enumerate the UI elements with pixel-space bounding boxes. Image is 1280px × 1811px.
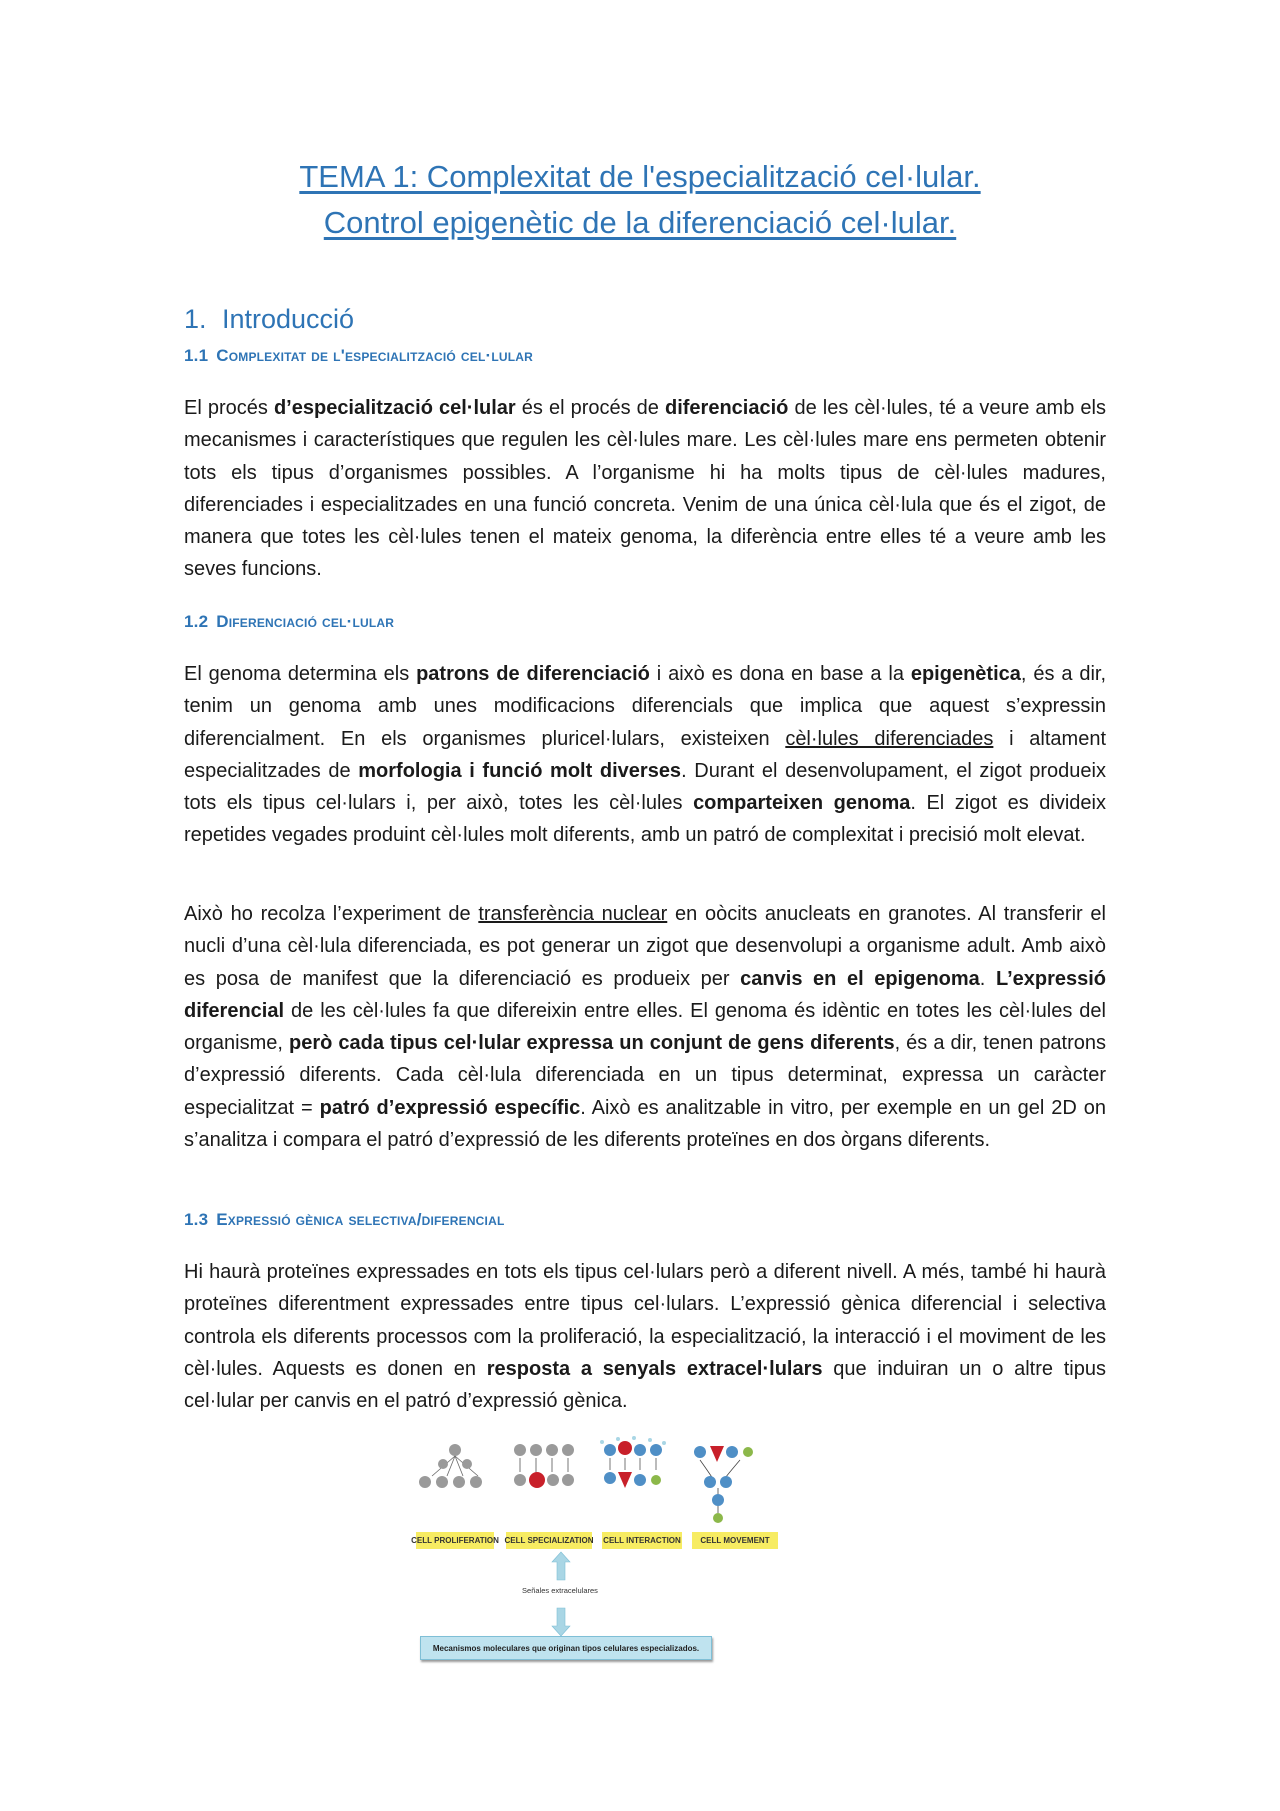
proliferation-cells-diagram <box>419 1444 482 1488</box>
paragraph-diferenciacio-2: Això ho recolza l’experiment de transferència nuclear en oòcits anucleats en granotes. Al transferir el nucli d’una cèl·lula diferenciada, es pot generar un zigot que desenvolupi a organisme adult. Amb això es posa de manifest que la diferenciació es produeix per canvis en el epigenoma. L’expressió diferencial de les cèl·lules fa que difereixin entre elles. El genoma és idèntic en totes les cèl·lules del organisme, però cada tipus cel·lular expressa un conjunt de gens diferents, és a dir, tenen patrons d’expressió diferents. Cada cèl·lula diferenciada en un tipus determinat, expressa un caràcter especialitzat = patró d’expressió específic. Això es analitzable in vitro, per exemple en un gel 2D on s’analitza i compara el patró d’expressió de les diferents proteïnes en dos òrgans diferents. <box>184 903 1107 1152</box>
label-cell-movement: CELL MOVEMENT <box>692 1532 778 1549</box>
specialization-cells-diagram <box>514 1444 574 1488</box>
subsection-heading-1-2 <box>184 612 394 632</box>
signal-arrows <box>546 1550 576 1640</box>
paragraph-especialitzacio: El procés d’especialització cel·lular és el procés de diferenciació de les cèl·lules, té a veure amb els mecanismes i característiques que regulen les cèl·lules mare. Les cèl·lules mare ens permeten obtenir tots els tipus d’organismes possibles. A l’organisme hi ha molts tipus de cèl·lules madures, diferenciades i especialitzades en una funció concreta. Venim de una única cèl·lula que és el zigot, de manera que totes les cèl·lules tenen el mateix genoma, la diferència entre elles té a veure amb les seves funcions. <box>184 397 1106 581</box>
label-extracellular-signals: Señales extracelulares <box>522 1586 598 1595</box>
label-cell-specialization: CELL SPECIALIZATION <box>506 1532 592 1549</box>
section-number: 1. <box>184 304 207 334</box>
label-cell-proliferation: CELL PROLIFERATION <box>416 1532 494 1549</box>
up-arrow-icon <box>552 1552 570 1580</box>
subsection-title: Diferenciació cel·lular <box>216 612 395 631</box>
section-title: Introducció <box>222 304 355 334</box>
subsection-number: 1.2 <box>184 612 209 631</box>
paragraph-expressio-genica: Hi haurà proteïnes expressades en tots els tipus cel·lulars però a diferent nivell. A més, també hi haurà proteïnes diferentment expressades entre tipus cel·lulars. L’expressió gènica diferencial i selectiva controla els diferents processos com la proliferació, la especialització, la interacció i el moviment de les cèl·lules. Aquests es donen en resposta a senyals extracel·lulars que induiran un o altre tipus cel·lular per canvis en el patró d’expressió gènica. <box>184 1261 1106 1413</box>
section-heading-introduccio <box>184 304 354 335</box>
document-title-line1: TEMA 1: Complexitat de l'especialització cel·lular. <box>299 159 981 194</box>
interaction-cells-diagram <box>600 1436 666 1488</box>
cell-processes-figure <box>410 1434 790 1664</box>
down-arrow-icon <box>552 1608 570 1636</box>
document-title-line2: Control epigenètic de la diferenciació cel·lular. <box>323 205 957 240</box>
movement-cells-diagram <box>694 1446 753 1523</box>
subsection-number: 1.3 <box>184 1210 209 1229</box>
cell-diagram <box>410 1434 790 1534</box>
subsection-title: Expressió gènica selectiva/diferencial <box>216 1210 505 1229</box>
subsection-title: Complexitat de l'especialització cel·lular <box>216 346 533 365</box>
subsection-heading-1-3 <box>184 1210 504 1230</box>
subsection-number: 1.1 <box>184 346 209 365</box>
label-cell-interaction: CELL INTERACTION <box>602 1532 682 1549</box>
label-molecular-mechanisms: Mecanismos moleculares que originan tipos celulares especializados. <box>420 1636 712 1660</box>
subsection-heading-1-1 <box>184 346 533 366</box>
paragraph-diferenciacio-1: El genoma determina els patrons de diferenciació i això es dona en base a la epigenètica, és a dir, tenim un genoma amb unes modificacions diferencials que implica que aquest s’expressin diferencialment. En els organismes pluricel·lulars, existeixen cèl·lules diferenciades i altament especialitzades de morfologia i funció molt diverses. Durant el desenvolupament, el zigot produeix tots els tipus cel·lulars i, per això, totes les cèl·lules comparteixen genoma. El zigot es divideix repetides vegades produint cèl·lules molt diferents, amb un patró de complexitat i precisió molt elevat. <box>184 663 1107 847</box>
